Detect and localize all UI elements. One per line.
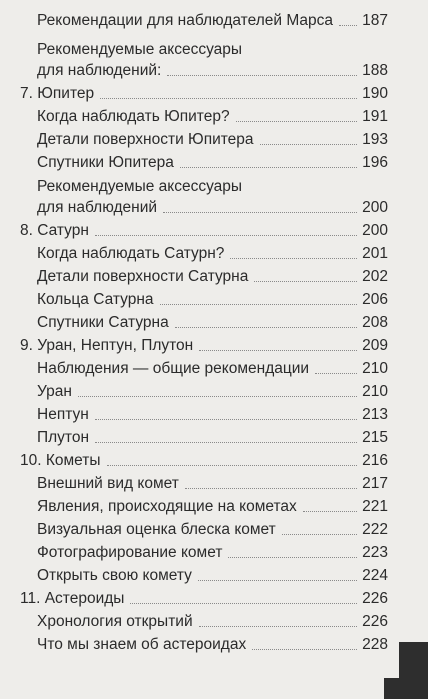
toc-section-row[interactable]: [37, 263, 388, 287]
dot-leader: [160, 304, 358, 305]
toc-page-number: 216: [362, 452, 388, 469]
toc-entry-label: Рекомендации для наблюдателей Марса: [37, 12, 334, 29]
toc-page-number: 213: [362, 406, 388, 423]
toc-page-number: 228: [362, 636, 388, 653]
dot-leader: [130, 603, 357, 604]
toc-section-row[interactable]: [37, 401, 388, 425]
dot-leader: [198, 580, 357, 581]
toc-section-row[interactable]: [37, 7, 388, 31]
toc-page-number: 187: [362, 12, 388, 29]
toc-page-number: 200: [362, 222, 388, 239]
dot-leader: [339, 25, 357, 26]
toc-entry-label: Спутники Сатурна: [37, 314, 169, 331]
toc-entry-label: для наблюдений:: [37, 62, 162, 79]
dot-leader: [282, 534, 357, 535]
toc-entry-label: Детали поверхности Юпитера: [37, 131, 254, 148]
toc-page-number: 196: [362, 154, 388, 171]
toc-chapter-row[interactable]: [20, 447, 388, 471]
dot-leader: [175, 327, 357, 328]
toc-page-number: 206: [362, 291, 388, 308]
toc-entry-label: Плутон: [37, 429, 90, 446]
toc-entry-label: Внешний вид комет: [37, 475, 179, 492]
toc-page-number: 190: [362, 85, 388, 102]
dot-leader: [78, 396, 357, 397]
toc-page-number: 226: [362, 590, 388, 607]
dot-leader: [303, 511, 357, 512]
toc-section-row[interactable]: [37, 103, 388, 127]
toc-page-number: 226: [362, 613, 388, 630]
toc-page-number: 191: [362, 108, 388, 125]
toc-entry-label: Явления, происходящие на кометах: [37, 498, 297, 515]
toc-page-number: 188: [362, 62, 388, 79]
toc-page-number: 224: [362, 567, 388, 584]
toc-page-number: 223: [362, 544, 388, 561]
toc-section-row[interactable]: [37, 516, 388, 540]
toc-page-number: 200: [362, 199, 388, 216]
toc-entry-label: Рекомендуемые аксессуары: [37, 178, 243, 195]
toc-entry-label: Кольца Сатурна: [37, 291, 154, 308]
toc-entry-label: Когда наблюдать Сатурн?: [37, 245, 225, 262]
toc-entry-label: Наблюдения — общие рекомендации: [37, 360, 310, 377]
toc-page-number: 201: [362, 245, 388, 262]
toc-page-number: 210: [362, 383, 388, 400]
toc-section-row[interactable]: [37, 493, 388, 517]
toc-page-number: 217: [362, 475, 388, 492]
toc-entry-label: Визуальная оценка блеска комет: [37, 521, 276, 538]
dot-leader: [100, 98, 357, 99]
toc-entry-label: 11. Астероиды: [20, 590, 125, 607]
toc-chapter-row[interactable]: [20, 217, 388, 241]
toc-entry-label: 7. Юпитер: [20, 85, 95, 102]
toc-entry-label: Когда наблюдать Юпитер?: [37, 108, 230, 125]
toc-page-number: 221: [362, 498, 388, 515]
toc-section-row[interactable]: [37, 57, 388, 81]
toc-chapter-row[interactable]: [20, 80, 388, 104]
toc-entry-label: Спутники Юпитера: [37, 154, 174, 171]
toc-entry-label: Рекомендуемые аксессуары: [37, 41, 243, 58]
dot-leader: [167, 75, 357, 76]
dot-leader: [230, 258, 357, 259]
toc-entry-label: для наблюдений: [37, 199, 158, 216]
toc-section-row[interactable]: [37, 240, 388, 264]
toc-page-number: 215: [362, 429, 388, 446]
toc-entry-label: Хронология открытий: [37, 613, 193, 630]
toc-entry-label: 8. Сатурн: [20, 222, 89, 239]
toc-chapter-row[interactable]: [20, 585, 388, 609]
toc-entry-label: Открыть свою комету: [37, 567, 192, 584]
toc-section-row[interactable]: [37, 149, 388, 173]
toc-section-row[interactable]: [37, 562, 388, 586]
dot-leader: [199, 626, 358, 627]
toc-section-row[interactable]: [37, 309, 388, 333]
dot-leader: [199, 350, 357, 351]
dot-leader: [252, 649, 357, 650]
dot-leader: [228, 557, 357, 558]
toc-section-row[interactable]: [37, 424, 388, 448]
toc-page-number: 202: [362, 268, 388, 285]
chapter-edge-tab: [399, 642, 428, 699]
dot-leader: [236, 121, 358, 122]
dot-leader: [95, 419, 357, 420]
toc-section-row[interactable]: [37, 286, 388, 310]
toc-page-number: 208: [362, 314, 388, 331]
dot-leader: [315, 373, 357, 374]
toc-entry-label: Уран: [37, 383, 72, 400]
toc-section-row[interactable]: [37, 631, 388, 655]
dot-leader: [260, 144, 358, 145]
dot-leader: [180, 167, 357, 168]
toc-page-number: 210: [362, 360, 388, 377]
toc-page-number: 209: [362, 337, 388, 354]
toc-section-row[interactable]: [37, 355, 388, 379]
toc-section-row[interactable]: [37, 194, 388, 218]
toc-entry-label: Нептун: [37, 406, 89, 423]
toc-entry-label: Что мы знаем об астероидах: [37, 636, 247, 653]
dot-leader: [95, 442, 357, 443]
toc-section-row[interactable]: [37, 378, 388, 402]
toc-entry-label: Фотографирование комет: [37, 544, 223, 561]
toc-section-row[interactable]: [37, 126, 388, 150]
dot-leader: [163, 212, 357, 213]
toc-section-row[interactable]: [37, 470, 388, 494]
chapter-edge-tab-step: [384, 678, 400, 699]
toc-section-row[interactable]: [37, 608, 388, 632]
toc-entry-label: 10. Кометы: [20, 452, 101, 469]
toc-chapter-row[interactable]: [20, 332, 388, 356]
dot-leader: [107, 465, 358, 466]
dot-leader: [95, 235, 357, 236]
toc-page-number: 222: [362, 521, 388, 538]
toc-entry-label: Детали поверхности Сатурна: [37, 268, 249, 285]
toc-page-number: 193: [362, 131, 388, 148]
dot-leader: [254, 281, 357, 282]
dot-leader: [185, 488, 357, 489]
toc-entry-label: 9. Уран, Нептун, Плутон: [20, 337, 194, 354]
toc-section-row[interactable]: [37, 539, 388, 563]
